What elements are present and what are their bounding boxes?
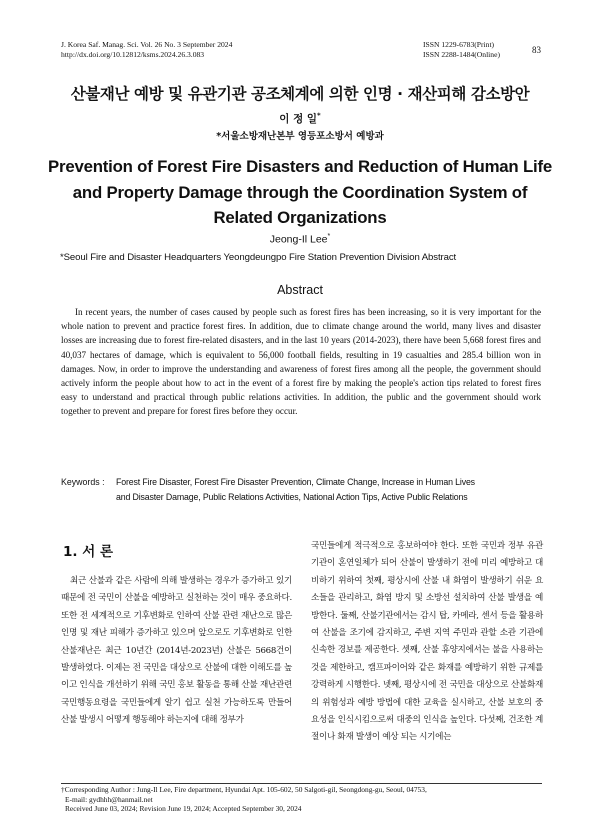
footnote-divider [61, 783, 542, 784]
right-column-paragraph: 국민들에게 적극적으로 홍보하여야 한다. 또한 국민과 정부 유관기관이 혼연일체가 되어 산불이 발생하기 전에 미리 예방하고 대비하기 위하여 첫째, 평상시에 산불 내 화염이 발생하기 쉬운 요소들을 관리하고, 화염 방지 및 소방선 설치하여 산불 발생을 예방한다. 둘째, 산불기관에서는 감시 탑, 카메라, 센서 등을 활용하여 산불을 조기에 감지하고, 주변 지역 주민과 관할 소관 기관에 신속한 경보를 제공한다. 셋째, 산불 휴양지에서는 불을 사용하는 것을 제한하고, 캠프파이어와 같은 화재를 예방하기 위한 규제를 강력하게 시행한다. 넷째, 평상시에 전 국민을 대상으로 산불화재의 위험성과 예방 방법에 대한 교육을 실시하고, 산불 보호의 중요성을 인식시킴으로써 대중의 인식을 높인다. 다섯째, 건조한 계절이나 화재 발생이 예상 되는 시기에는 [311, 541, 543, 743]
abstract-heading: Abstract [277, 283, 323, 297]
author-mark: * [327, 233, 331, 240]
english-author [0, 233, 600, 246]
section-heading: 1. 서 론 [63, 544, 114, 560]
english-title-line-2: and Property Damage through the Coordination System of [72, 183, 528, 202]
footnote-corresponding-author: †Corresponding Author : Jung-Il Lee, Fire department, Hyundai Apt. 105-602, 50 Salgoti-gil, Seongdong-gu, Seoul, 04753, [61, 785, 427, 794]
issn-online: ISSN 2288-1484(Online) [423, 50, 500, 59]
left-column [61, 573, 292, 730]
keywords-label: Keywords : [61, 477, 105, 487]
korean-affiliation: *서울소방재난본부 영등포소방서 예방과 [216, 131, 384, 142]
english-author-name: Jeong-Il Lee [269, 233, 328, 246]
footnote-received: Received June 03, 2024; Revision June 19, 2024; Accepted September 30, 2024 [65, 804, 302, 813]
abstract-body [61, 305, 541, 419]
english-title-line-1: Prevention of Forest Fire Disasters and Reduction of Human Life [48, 157, 552, 176]
english-title-line-3: Related Organizations [213, 208, 387, 227]
right-column [311, 538, 543, 747]
left-column-paragraph: 최근 산불과 같은 사람에 의해 발생하는 경우가 증가하고 있기 때문에 전 국민이 산불을 예방하고 실천하는 것이 매우 중요하다. 또한 전 세계적으로 기후변화로 인하여 산불 관련 재난으로 많은 인명 및 재난 피해가 증가하고 있으며 앞으로도 기후변화로 인한 산불재난은 최근 10년간 (2014년-2023년) 산불은 5668건이 발생하였다. 이제는 전 국민을 대상으로 산불에 대한 이해도를 높이고 인식을 개선하기 위해 국민 홍보 활동을 통해 산불 재난관련 국민행동요령을 국민들에게 알기 쉽고 실천 가능하도록 만들어 산불 발생시 어떻게 행동해야 하는지에 대해 정부가 [61, 576, 292, 726]
korean-author [0, 111, 600, 126]
english-affiliation: *Seoul Fire and Disaster Headquarters Yeongdeungpo Fire Station Prevention Division Abstract [60, 252, 457, 263]
footnote-email[interactable]: E-mail: gydhhh@hanmail.net [65, 795, 153, 804]
korean-author-name: 이 정 일 [279, 113, 318, 125]
abstract-text: In recent years, the number of cases caused by people such as forest fires has been increasing, so it is very important for the whole nation to prevent and practice forest fires. In addition, due to climate change around the world, many lives and disaster losses are increasing due to forest fire-related disasters, and in the last 10 years (2014-2023), there have been 5,668 forest fires and 40,037 hectares of damage, which is equivalent to 56,000 football fields, resulting in 19 casualties and 285.4 billion won in damages. Now, in order to improve the understanding and awareness of forest fires among all the people, the government should actively inform the people about how to act in the event of a forest fire by making the people's action tips related to forest fires easy to understand and practical through public relations activities. In addition, the public and the government should work together to prevent and prepare for forest fires before they occur. [61, 307, 541, 417]
author-mark: * [317, 111, 321, 120]
page-number: 83 [532, 45, 541, 55]
doi-link[interactable]: http://dx.doi.org/10.12812/ksms.2024.26.3.083 [61, 50, 205, 59]
keywords-line-2: and Disaster Damage, Public Relations Activities, National Action Tips, Active Public Relations [116, 492, 468, 502]
keywords-line-1: Forest Fire Disaster, Forest Fire Disaster Prevention, Climate Change, Increase in Human Lives [116, 477, 475, 487]
issn-print: ISSN 1229-6783(Print) [423, 40, 495, 49]
journal-citation: J. Korea Saf. Manag. Sci. Vol. 26 No. 3 September 2024 [61, 40, 233, 49]
korean-title: 산불재난 예방 및 유관기관 공조체계에 의한 인명 · 재산피해 감소방안 [70, 85, 530, 103]
